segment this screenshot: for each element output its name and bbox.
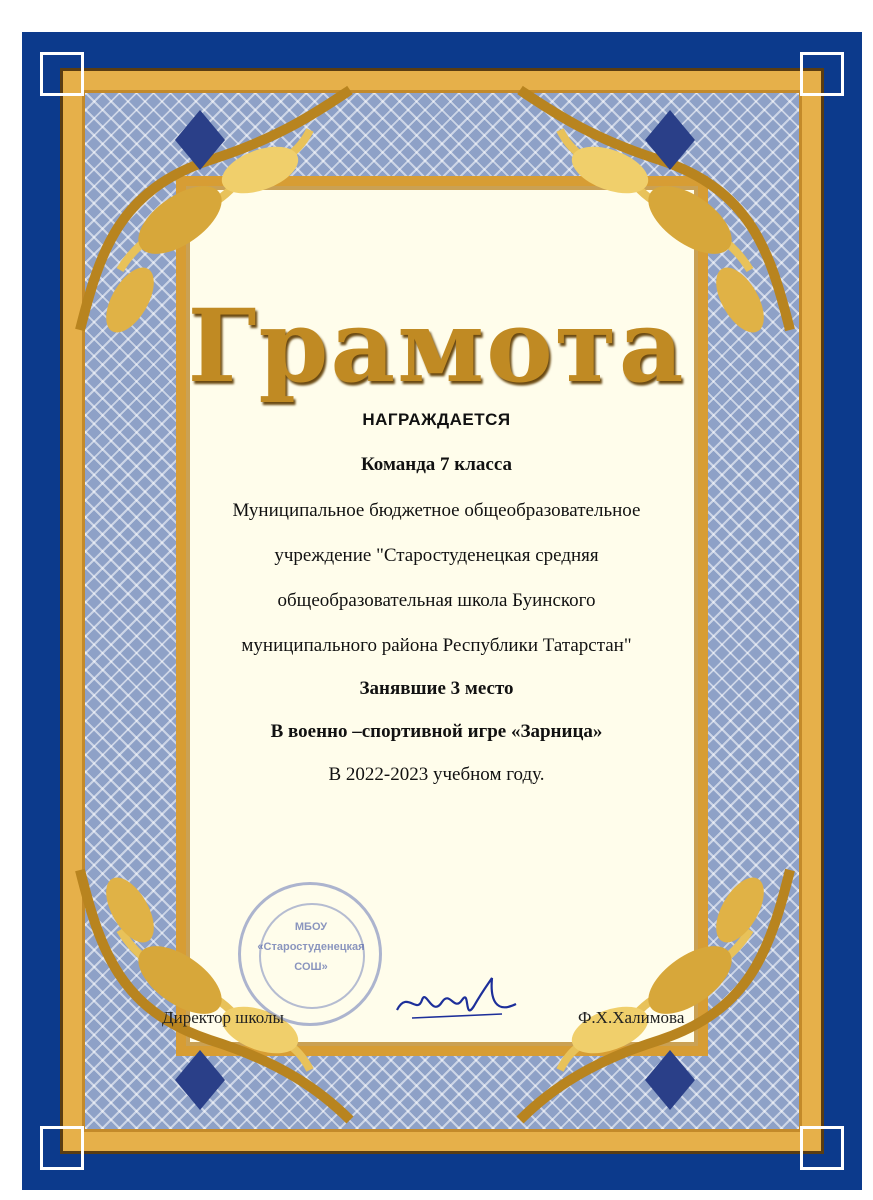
school-line-2: учреждение "Старостуденецкая средняя [274, 545, 599, 566]
school-stamp [238, 882, 382, 1026]
event-text: В военно –спортивной игре «Зарница» [270, 721, 603, 742]
school-line-3: общеобразовательная школа Буинского [277, 590, 596, 611]
stamp-org: МБОУ [294, 921, 328, 933]
year-text: В 2022-2023 учебном году. [328, 764, 545, 785]
stamp-sosh: СОШ» [294, 961, 328, 973]
certificate-title: Грамота [187, 287, 686, 405]
place-text: Занявшие 3 место [359, 678, 514, 699]
signature-icon [392, 970, 522, 1030]
stamp-school: «Старостуденецкая [257, 941, 365, 953]
awarded-label: НАГРАЖДАЕТСЯ [362, 410, 511, 429]
recipient: Команда 7 класса [360, 454, 513, 475]
floral-ornament-bottom-right [510, 850, 810, 1140]
director-name: Ф.Х.Халимова [578, 1008, 685, 1027]
director-label: Директор школы [162, 1008, 284, 1027]
school-line-1: Муниципальное бюджетное общеобразовательное [232, 500, 641, 521]
school-line-4: муниципального района Республики Татарстан" [241, 635, 632, 656]
